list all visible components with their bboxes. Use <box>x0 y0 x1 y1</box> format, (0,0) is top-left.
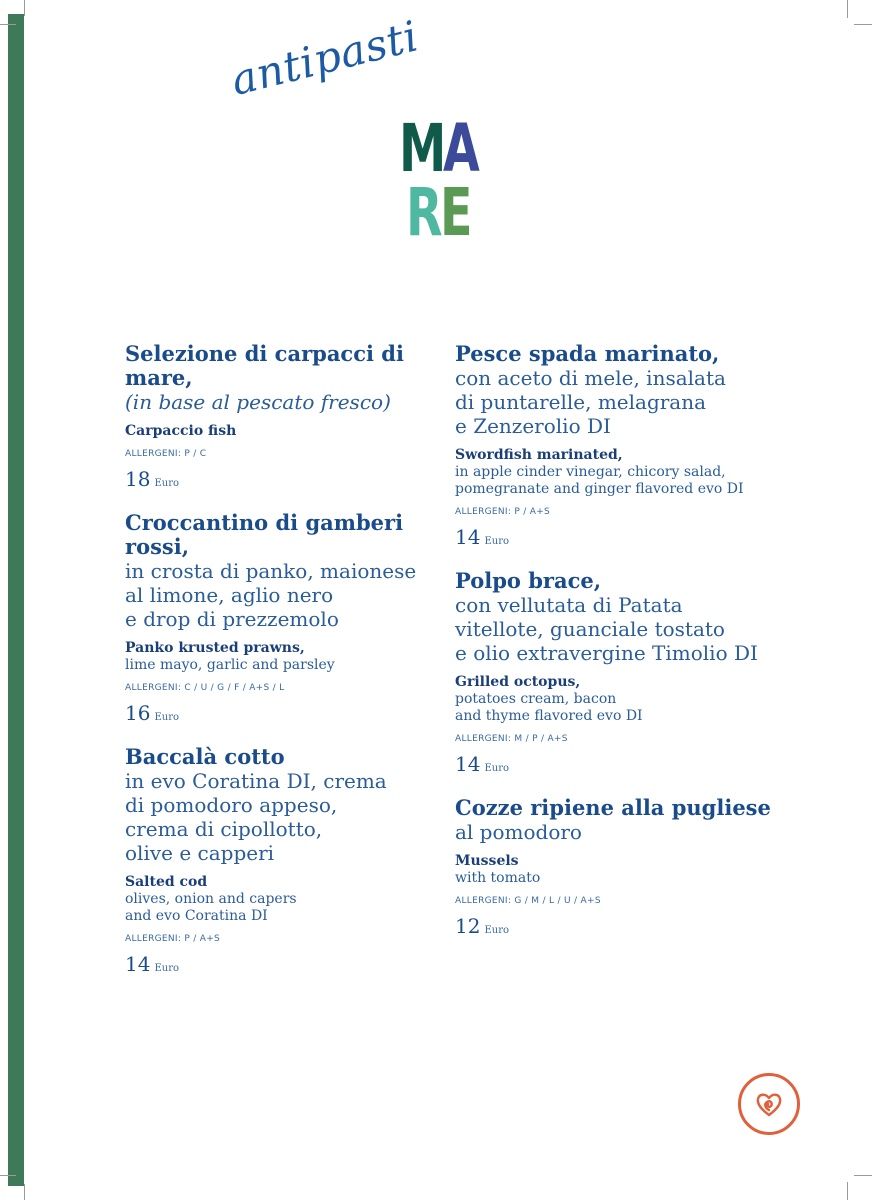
dish-description: di pomodoro appeso, <box>125 793 338 817</box>
price <box>455 752 795 776</box>
crop-mark <box>24 1184 25 1200</box>
dish-description: in evo Coratina DI, crema <box>125 769 387 793</box>
crop-mark <box>847 0 848 18</box>
dish-name: Baccalà cotto <box>125 744 285 769</box>
price-value: 14 <box>455 752 481 776</box>
menu-column-left <box>125 342 455 996</box>
menu-item <box>455 569 795 776</box>
price-currency: Euro <box>484 763 509 774</box>
dish-english-description: with tomato <box>455 870 541 886</box>
dish-description: olive e capperi <box>125 841 275 865</box>
heart-badge <box>738 1073 800 1135</box>
menu-item <box>125 511 455 725</box>
price-value: 12 <box>455 914 481 938</box>
dish-english-name: Mussels <box>455 853 519 869</box>
dish-name: Pesce spada marinato, <box>455 341 720 366</box>
dish-english-name: Grilled octopus, <box>455 674 581 690</box>
price <box>125 701 455 725</box>
title-letter-e: E <box>440 174 473 251</box>
menu-item <box>125 342 455 491</box>
dish-description: e olio extravergine Timolio DI <box>455 641 758 665</box>
price-value: 14 <box>125 952 151 976</box>
dish-description: al limone, aglio nero <box>125 583 334 607</box>
price-currency: Euro <box>154 963 179 974</box>
side-color-bar <box>8 14 24 1186</box>
dish-description: e drop di prezzemolo <box>125 607 339 631</box>
menu-item <box>125 745 455 976</box>
dish-description: con aceto di mele, insalata <box>455 366 726 390</box>
dish-english-name: Carpaccio fish <box>125 423 237 439</box>
title-letter-a: A <box>443 110 480 187</box>
price-value: 16 <box>125 701 151 725</box>
dish-description: vitellote, guanciale tostato <box>455 617 725 641</box>
crop-mark <box>854 24 872 25</box>
dish-description: crema di cipollotto, <box>125 817 323 841</box>
dish-description: di puntarelle, melagrana <box>455 390 707 414</box>
dish-english-description: lime mayo, garlic and parsley <box>125 657 335 673</box>
allergens: ALLERGENI: P / A+S <box>125 934 221 944</box>
crop-mark <box>854 1175 872 1176</box>
heart-icon <box>753 1088 785 1120</box>
dish-english-description: pomegranate and ginger flavored evo DI <box>455 481 744 497</box>
dish-english-description: potatoes cream, bacon <box>455 691 617 707</box>
allergens: ALLERGENI: C / U / G / F / A+S / L <box>125 683 285 693</box>
dish-name: Croccantino di gamberi rossi, <box>125 510 404 559</box>
dish-description: al pomodoro <box>455 820 582 844</box>
allergens: ALLERGENI: G / M / L / U / A+S <box>455 896 601 906</box>
menu-item <box>455 342 795 549</box>
title-letter-m: M <box>399 110 447 187</box>
price-currency: Euro <box>484 536 509 547</box>
dish-name: Cozze ripiene alla pugliese <box>455 795 771 820</box>
dish-description: (in base al pescato fresco) <box>125 390 391 414</box>
dish-description: e Zenzerolio DI <box>455 414 611 438</box>
title-letter-r: R <box>406 174 443 251</box>
dish-english-name: Swordfish marinated, <box>455 447 623 463</box>
price <box>455 914 795 938</box>
allergens: ALLERGENI: P / A+S <box>455 507 551 517</box>
menu-item <box>455 796 795 938</box>
crop-mark <box>0 1175 16 1176</box>
price-currency: Euro <box>484 925 509 936</box>
dish-description: con vellutata di Patata <box>455 593 683 617</box>
dish-english-name: Panko krusted prawns, <box>125 640 305 656</box>
dish-name: Selezione di carpacci di mare, <box>125 341 404 390</box>
dish-english-description: and evo Coratina DI <box>125 908 268 924</box>
price-currency: Euro <box>154 712 179 723</box>
crop-mark <box>847 1182 848 1200</box>
price-currency: Euro <box>154 478 179 489</box>
dish-name: Polpo brace, <box>455 568 602 593</box>
dish-english-description: olives, onion and capers <box>125 891 297 907</box>
price <box>455 525 795 549</box>
price <box>125 952 455 976</box>
dish-english-name: Salted cod <box>125 874 208 890</box>
dish-english-description: in apple cinder vinegar, chicory salad, <box>455 464 726 480</box>
price-value: 18 <box>125 467 151 491</box>
section-script-title: antipasti <box>226 11 424 105</box>
crop-mark <box>0 24 16 25</box>
allergens: ALLERGENI: P / C <box>125 449 207 459</box>
menu-column-right <box>455 342 795 958</box>
dish-english-description: and thyme flavored evo DI <box>455 708 643 724</box>
price <box>125 467 455 491</box>
crop-mark <box>24 0 25 16</box>
price-value: 14 <box>455 525 481 549</box>
allergens: ALLERGENI: M / P / A+S <box>455 734 568 744</box>
dish-description: in crosta di panko, maionese <box>125 559 417 583</box>
